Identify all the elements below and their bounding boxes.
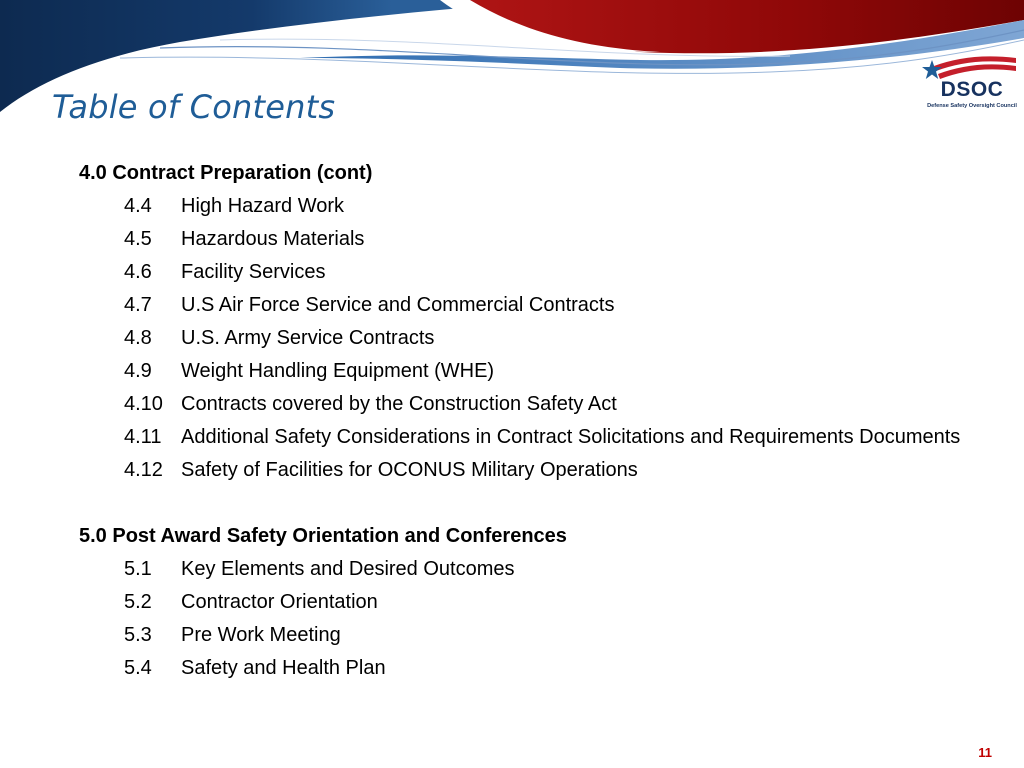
item-number: 4.8	[124, 327, 152, 349]
toc-item	[79, 622, 979, 649]
item-label: Weight Handling Equipment (WHE)	[181, 360, 495, 382]
item-number: 5.4	[124, 657, 152, 679]
item-label: Contractor Orientation	[181, 591, 378, 613]
svg-text:DSOC: DSOC	[940, 78, 1004, 101]
toc-item	[79, 193, 979, 220]
item-label: U.S Air Force Service and Commercial Contracts	[181, 294, 615, 316]
item-number: 4.6	[124, 261, 152, 283]
toc-item	[79, 292, 979, 319]
item-number: 4.9	[124, 360, 152, 382]
item-label: Safety and Health Plan	[181, 657, 386, 679]
item-number: 5.3	[124, 624, 152, 646]
toc-item	[79, 226, 979, 253]
item-label: Key Elements and Desired Outcomes	[181, 558, 515, 580]
toc-item	[79, 457, 979, 484]
item-label: Pre Work Meeting	[181, 624, 341, 646]
item-label: Contracts covered by the Construction Safety Act	[181, 393, 617, 415]
item-label: Additional Safety Considerations in Contract Solicitations and Requirements Documents	[181, 426, 961, 448]
item-number: 4.12	[124, 459, 163, 481]
section-heading: 5.0 Post Award Safety Orientation and Conferences	[79, 525, 567, 547]
slide-title: Table of Contents	[52, 88, 336, 126]
page-number: 11	[978, 745, 992, 760]
item-label: Safety of Facilities for OCONUS Military Operations	[181, 459, 638, 481]
toc-item	[79, 259, 979, 286]
dsoc-logo	[920, 52, 1020, 114]
item-number: 4.11	[124, 426, 162, 448]
item-number: 4.7	[124, 294, 152, 316]
toc-item	[79, 391, 979, 418]
toc-item	[79, 589, 979, 616]
item-label: Facility Services	[181, 261, 326, 283]
item-label: U.S. Army Service Contracts	[181, 327, 435, 349]
item-number: 5.1	[124, 558, 152, 580]
item-number: 4.5	[124, 228, 152, 250]
item-label: Hazardous Materials	[181, 228, 365, 250]
item-number: 4.4	[124, 195, 152, 217]
section-spacer	[79, 490, 979, 523]
toc-item	[79, 655, 979, 682]
svg-text:Defense Safety Oversight Counc: Defense Safety Oversight Council	[927, 103, 1017, 109]
item-label: High Hazard Work	[181, 195, 345, 217]
table-of-contents	[79, 160, 979, 688]
section-heading: 4.0 Contract Preparation (cont)	[79, 162, 373, 184]
toc-item	[79, 424, 979, 451]
item-number: 4.10	[124, 393, 163, 415]
item-number: 5.2	[124, 591, 152, 613]
toc-item	[79, 325, 979, 352]
toc-item	[79, 358, 979, 385]
toc-item	[79, 556, 979, 583]
